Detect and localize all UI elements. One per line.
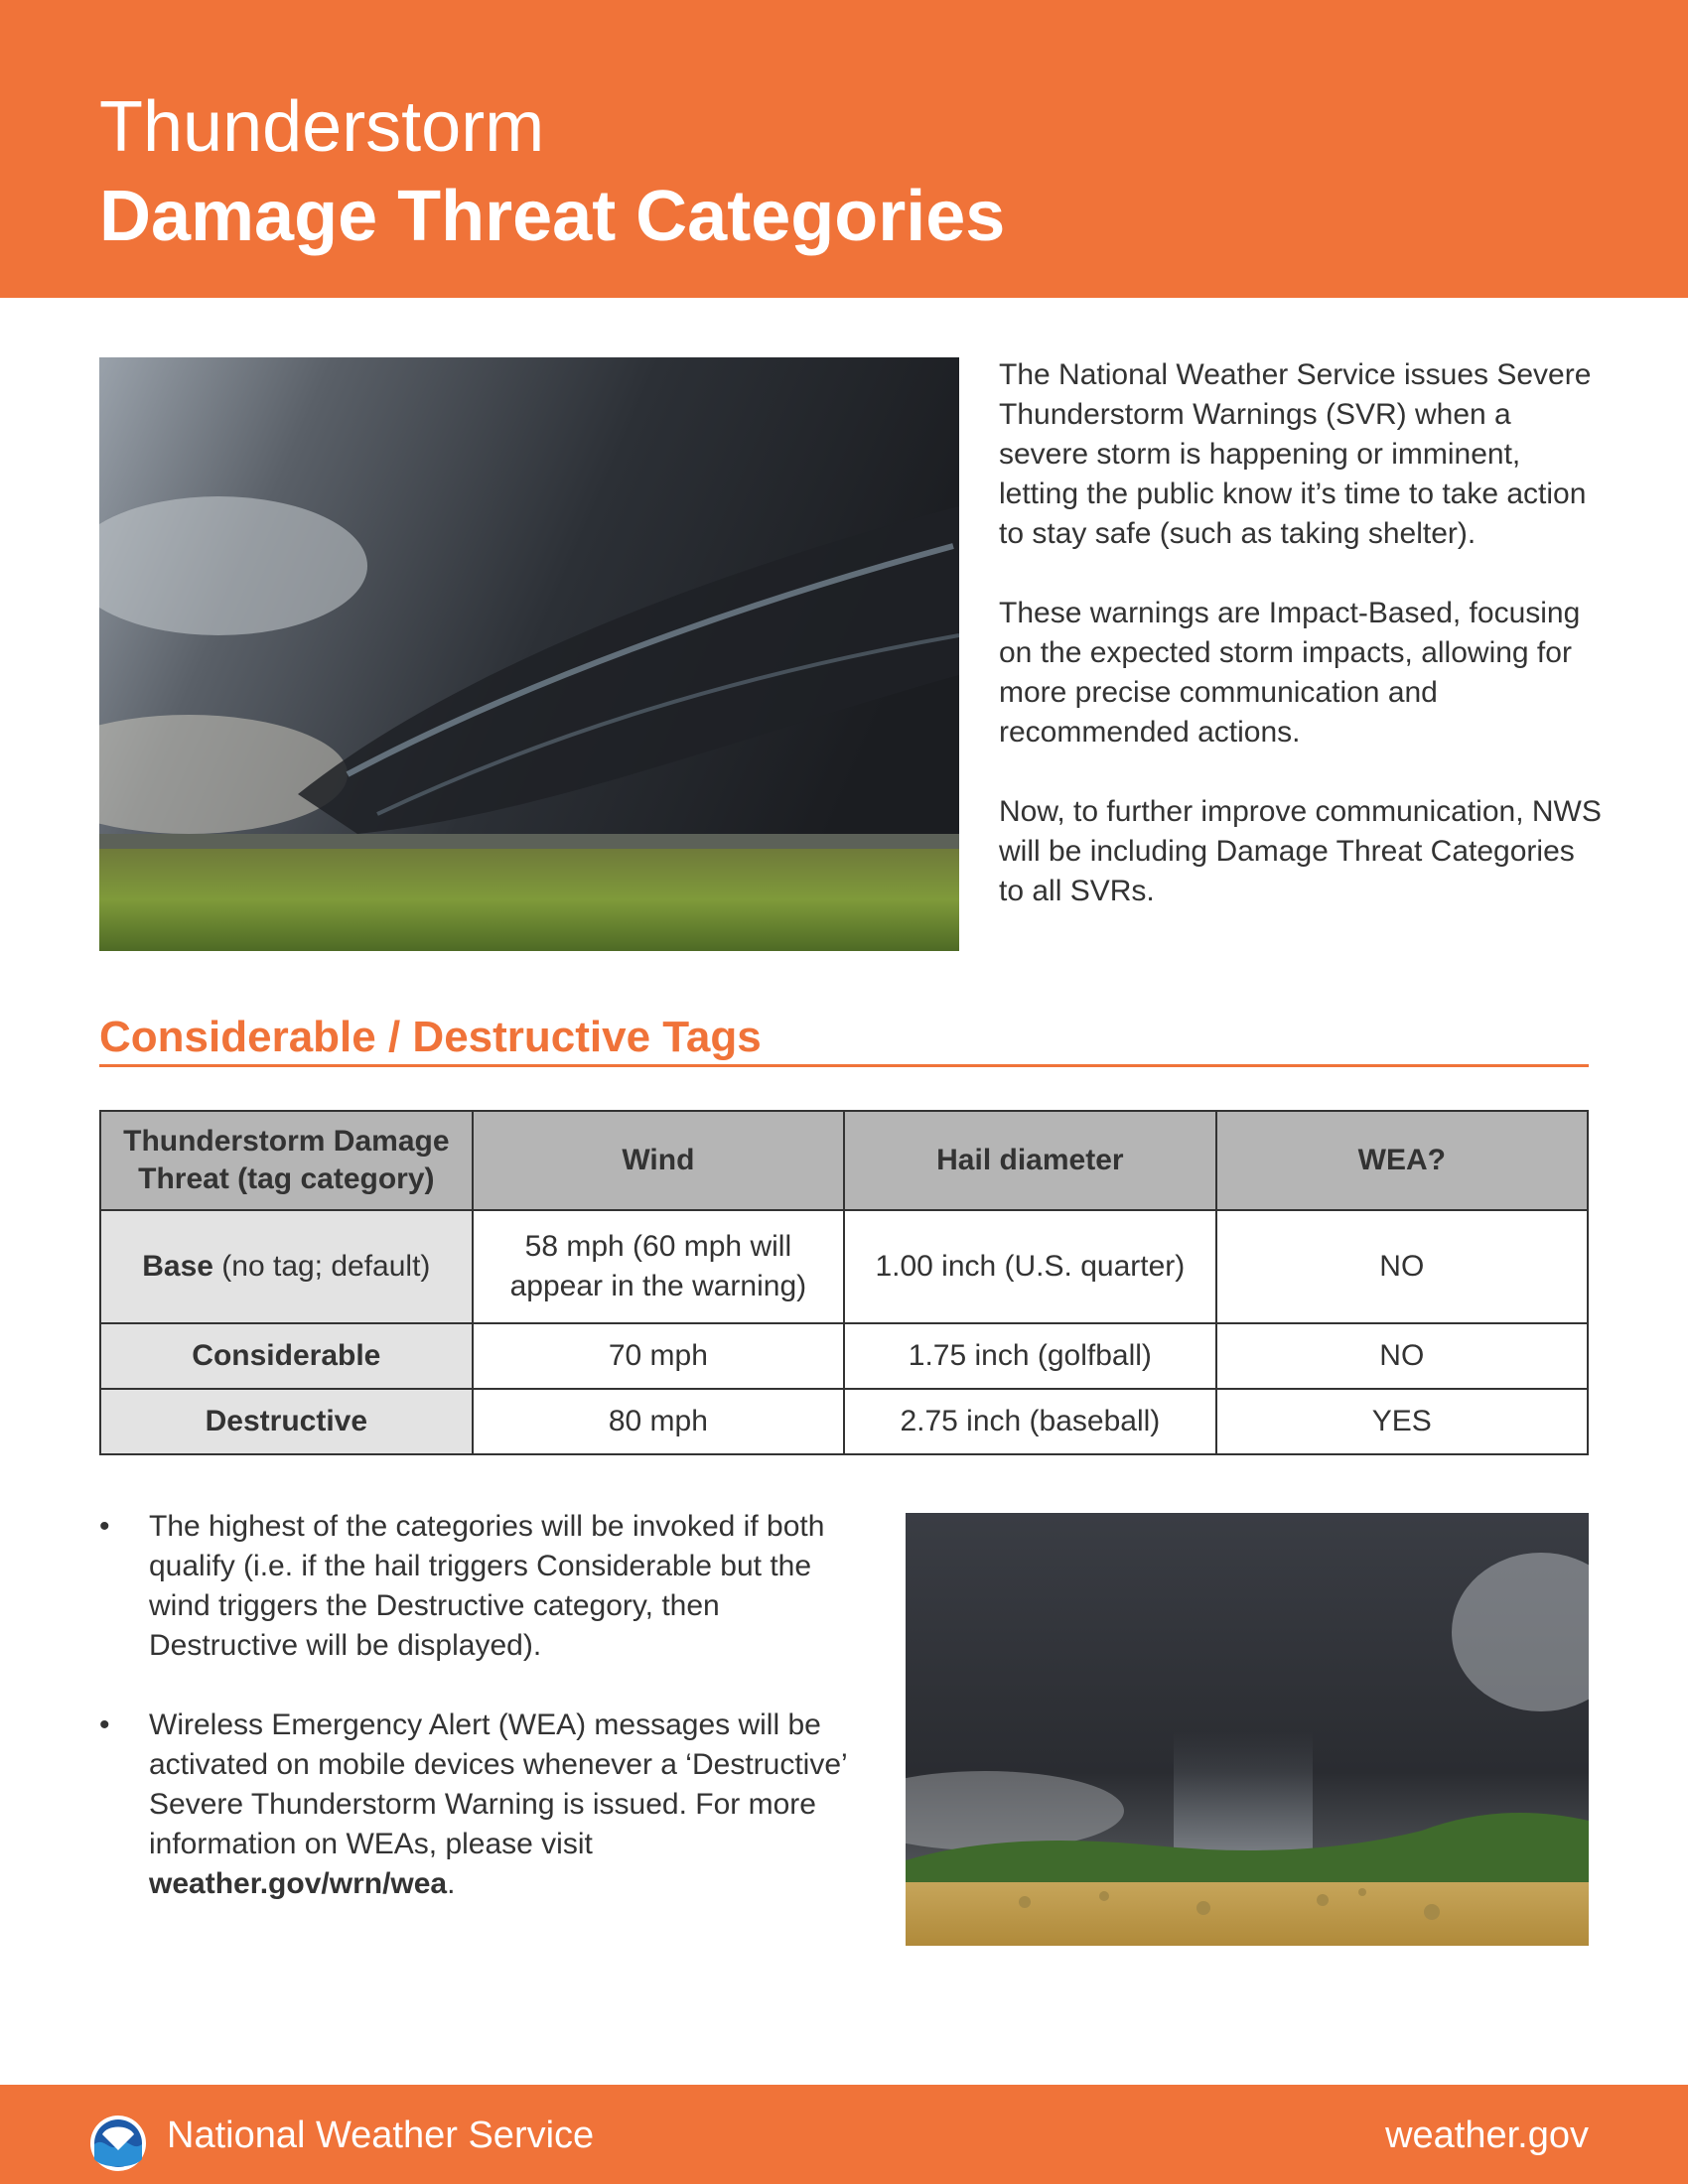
category-cell <box>100 1389 473 1454</box>
hail-cell: 1.00 inch (U.S. quarter) <box>844 1210 1215 1323</box>
noaa-logo-icon <box>89 2115 147 2172</box>
bullet-icon: • <box>99 1708 110 1741</box>
wind-cell: 58 mph (60 mph will appear in the warning) <box>473 1210 844 1323</box>
wea-link[interactable]: weather.gov/wrn/wea <box>149 1867 448 1900</box>
storm-photo-field <box>99 357 959 951</box>
hail-cell: 2.75 inch (baseball) <box>844 1389 1215 1454</box>
list-item <box>99 1706 854 1904</box>
footer-org-name: National Weather Service <box>167 2115 595 2156</box>
table-row <box>100 1389 1588 1454</box>
notes-list <box>99 1507 854 1944</box>
wea-cell: NO <box>1216 1323 1588 1389</box>
intro-text <box>999 355 1605 951</box>
section-title: Considerable / Destructive Tags <box>99 1013 762 1061</box>
hail-cell: 1.75 inch (golfball) <box>844 1323 1215 1389</box>
wea-cell: YES <box>1216 1389 1588 1454</box>
category-name: Considerable <box>192 1339 381 1372</box>
footer-website-link[interactable]: weather.gov <box>1385 2115 1589 2156</box>
intro-paragraph: The National Weather Service issues Severe Thunderstorm Warnings (SVR) when a severe storm is happening or imminent, letting the public know it’s time to take action to stay safe (such as taking shelter). <box>999 358 1592 550</box>
note-tail: . <box>447 1867 456 1900</box>
table-row <box>100 1210 1588 1323</box>
category-cell <box>100 1323 473 1389</box>
intro-paragraph: These warnings are Impact-Based, focusing on the expected storm impacts, allowing for more precise communication and recommended actions. <box>999 597 1581 749</box>
table-header-row <box>100 1111 1588 1210</box>
category-name: Destructive <box>205 1405 368 1437</box>
wind-cell: 80 mph <box>473 1389 844 1454</box>
list-item <box>99 1507 854 1666</box>
intro-paragraph: Now, to further improve communication, NWS will be including Damage Threat Categories to all SVRs. <box>999 795 1602 907</box>
column-header: Hail diameter <box>844 1111 1215 1210</box>
title-line-1: Thunderstorm <box>99 87 545 167</box>
note-text: Wireless Emergency Alert (WEA) messages will be activated on mobile devices whenever a ‘Destructive’ Severe Thunderstorm Warning is issued. For more information on WEAs, please visit <box>149 1708 847 1860</box>
table-row <box>100 1323 1588 1389</box>
storm-photo-hayfield <box>906 1513 1589 1946</box>
wea-cell: NO <box>1216 1210 1588 1323</box>
column-header: Thunderstorm Damage Threat (tag category) <box>100 1111 473 1210</box>
note-text: The highest of the categories will be invoked if both qualify (i.e. if the hail triggers Considerable but the wind triggers the Destructive category, then Destructive will be displayed). <box>149 1510 825 1662</box>
category-name: Base <box>142 1250 213 1283</box>
header-banner <box>0 0 1688 298</box>
wind-cell: 70 mph <box>473 1323 844 1389</box>
section-divider <box>99 1064 1589 1067</box>
title-line-2: Damage Threat Categories <box>99 177 1006 256</box>
category-note: (no tag; default) <box>212 1250 431 1283</box>
column-header: Wind <box>473 1111 844 1210</box>
category-cell <box>100 1210 473 1323</box>
bullet-icon: • <box>99 1510 110 1543</box>
threat-category-table <box>99 1110 1589 1455</box>
column-header: WEA? <box>1216 1111 1588 1210</box>
